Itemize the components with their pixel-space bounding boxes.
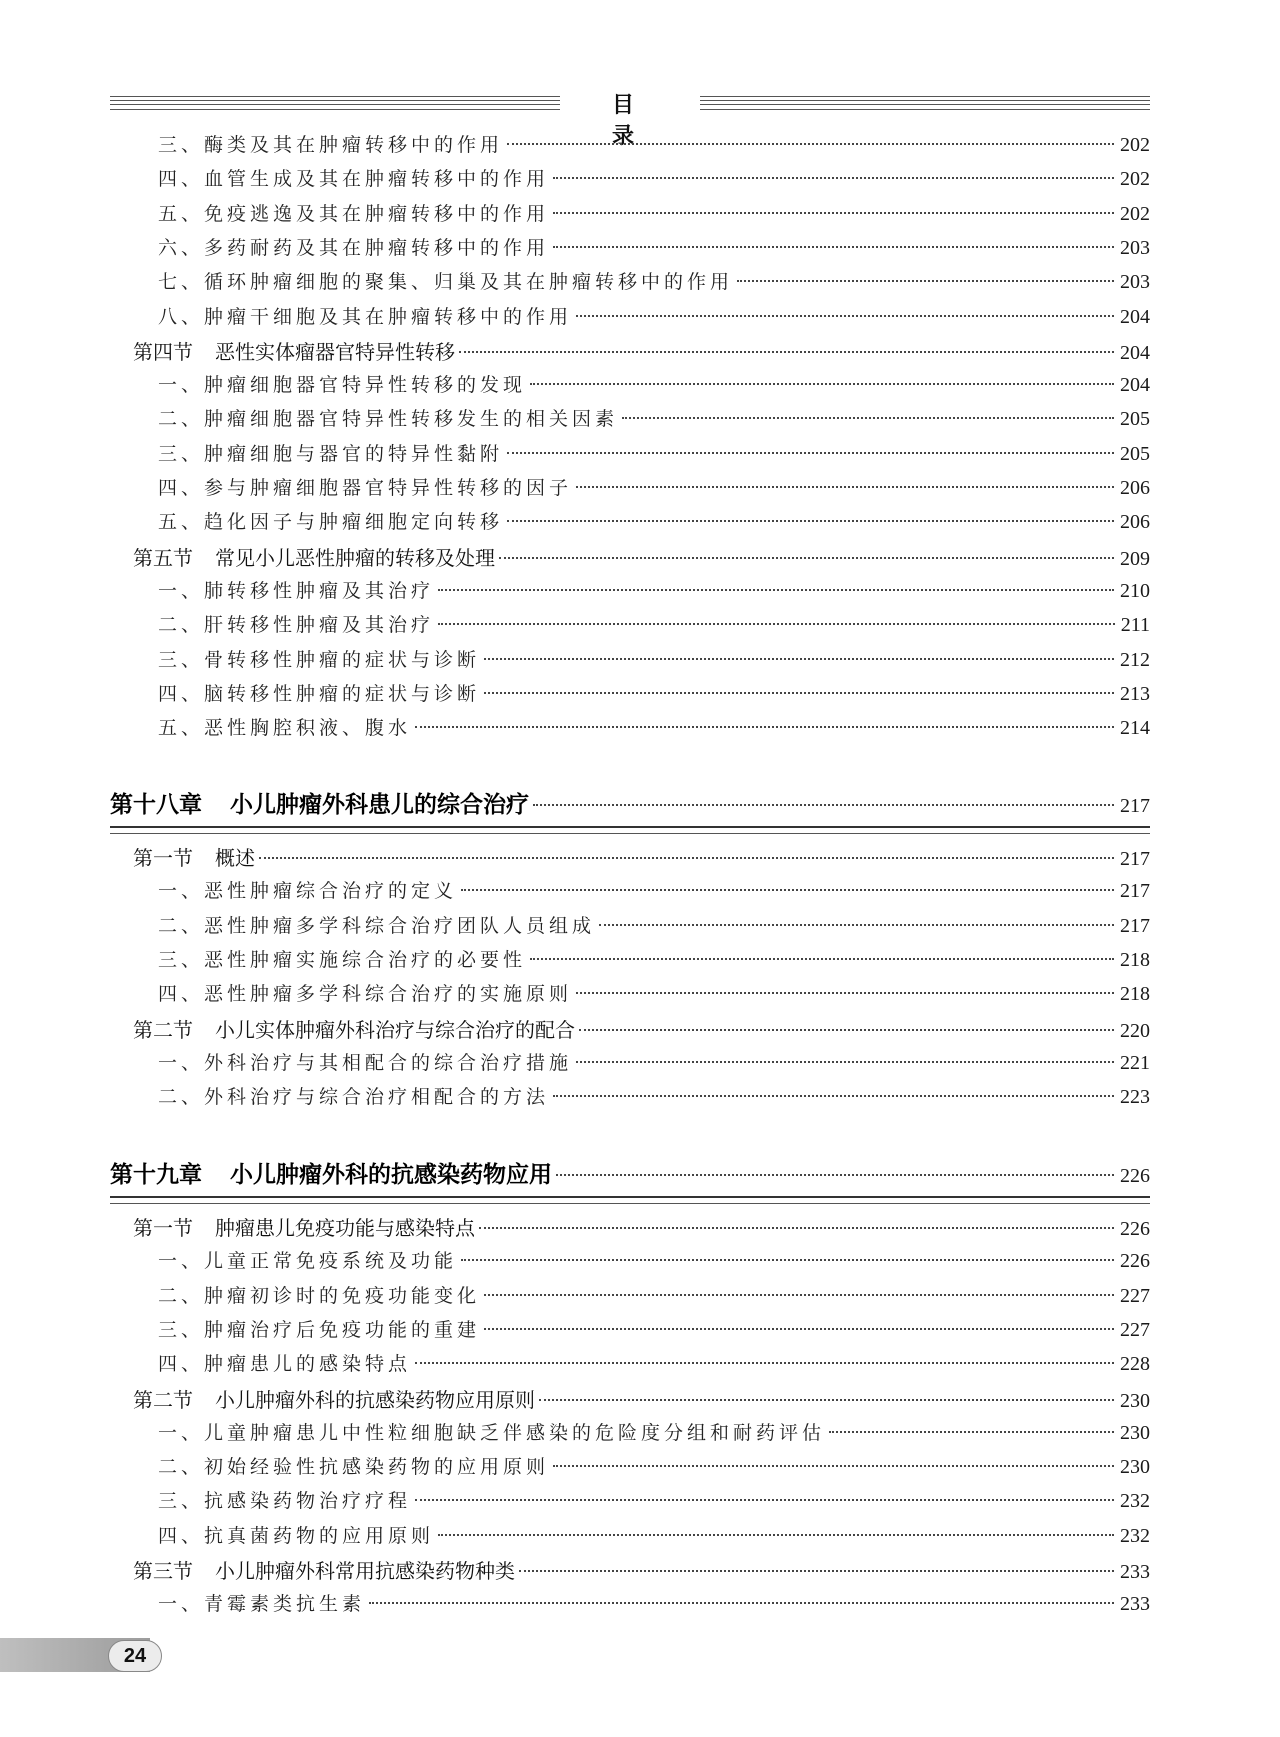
- item-title: 一、肺转移性肿瘤及其治疗: [158, 579, 435, 602]
- leader-dots: [576, 486, 1114, 488]
- leader-dots: [539, 1399, 1114, 1401]
- page-ref: 205: [1120, 408, 1150, 431]
- leader-dots: [461, 889, 1114, 891]
- item-title: 三、抗感染药物治疗疗程: [158, 1490, 412, 1513]
- leader-dots: [507, 143, 1114, 145]
- toc-item-entry[interactable]: [110, 267, 1150, 297]
- page-ref: 205: [1120, 442, 1150, 465]
- item-title: 五、趋化因子与肿瘤细胞定向转移: [158, 511, 504, 534]
- item-title: 一、肿瘤细胞器官特异性转移的发现: [158, 374, 527, 397]
- leader-dots: [484, 1294, 1114, 1296]
- leader-dots: [576, 1061, 1114, 1063]
- item-title: 一、外科治疗与其相配合的综合治疗措施: [158, 1051, 573, 1074]
- section-title: 恶性实体瘤器官特异性转移: [215, 339, 455, 364]
- section-number: 第三节: [133, 1559, 193, 1583]
- toc-item-entry[interactable]: [110, 1349, 1150, 1379]
- item-title: 五、恶性胸腔积液、腹水: [158, 717, 412, 740]
- toc-item-entry[interactable]: [110, 302, 1150, 332]
- leader-dots: [553, 246, 1114, 248]
- section-title: 常见小儿恶性肿瘤的转移及处理: [215, 545, 495, 570]
- section-title: 小儿肿瘤外科常用抗感染药物种类: [215, 1559, 515, 1583]
- page-ref: 202: [1120, 202, 1150, 225]
- header-rule-left: [110, 96, 560, 110]
- toc-section-entry[interactable]: [110, 1384, 1150, 1414]
- page-ref: 212: [1120, 648, 1150, 671]
- toc-item-entry[interactable]: [110, 911, 1150, 941]
- page-ref: 233: [1120, 1561, 1150, 1583]
- toc-item-entry[interactable]: [110, 1452, 1150, 1482]
- page-ref: 220: [1120, 1019, 1150, 1042]
- leader-dots: [530, 958, 1114, 960]
- leader-dots: [415, 726, 1114, 728]
- item-title: 一、恶性肿瘤综合治疗的定义: [158, 880, 458, 903]
- page-ref: 226: [1120, 1250, 1150, 1273]
- toc-item-entry[interactable]: [110, 645, 1150, 675]
- item-title: 一、儿童正常免疫系统及功能: [158, 1250, 458, 1273]
- page-ref: 206: [1120, 477, 1150, 499]
- toc-item-entry[interactable]: [110, 199, 1150, 229]
- page-ref: 228: [1120, 1353, 1150, 1376]
- leader-dots: [622, 417, 1114, 419]
- toc-section-entry[interactable]: [110, 1212, 1150, 1242]
- chapter-page: 226: [1120, 1165, 1150, 1187]
- page-ref: 202: [1120, 168, 1150, 191]
- item-title: 三、酶类及其在肿瘤转移中的作用: [158, 134, 504, 156]
- leader-dots: [533, 804, 1114, 806]
- toc-item-entry[interactable]: [110, 1418, 1150, 1448]
- chapter-number: 第十九章: [110, 1161, 202, 1188]
- toc-item-entry[interactable]: [110, 576, 1150, 606]
- section-title: 小儿实体肿瘤外科治疗与综合治疗的配合: [215, 1017, 575, 1042]
- leader-dots: [369, 1602, 1114, 1604]
- page-ref: 230: [1120, 1389, 1150, 1412]
- toc-section-entry[interactable]: [110, 336, 1150, 366]
- section-title: 概述: [215, 846, 255, 870]
- page-ref: 204: [1120, 305, 1150, 328]
- page-ref: 232: [1120, 1524, 1150, 1547]
- chapter-title: 小儿肿瘤外科的抗感染药物应用: [230, 1161, 552, 1188]
- page-ref: 223: [1120, 1086, 1150, 1109]
- page-ref: 202: [1120, 134, 1150, 156]
- leader-dots: [553, 1095, 1114, 1097]
- item-title: 三、恶性肿瘤实施综合治疗的必要性: [158, 948, 527, 971]
- section-number: 第二节: [133, 1017, 193, 1042]
- item-title: 三、肿瘤细胞与器官的特异性黏附: [158, 442, 504, 465]
- toc-item-entry[interactable]: [110, 610, 1150, 640]
- section-number: 第五节: [133, 545, 193, 570]
- page-ref: 233: [1120, 1593, 1150, 1616]
- item-title: 四、抗真菌药物的应用原则: [158, 1524, 435, 1547]
- leader-dots: [484, 692, 1114, 694]
- page-ref: 203: [1120, 271, 1150, 294]
- section-title: 肿瘤患儿免疫功能与感染特点: [215, 1216, 475, 1240]
- leader-dots: [599, 924, 1114, 926]
- section-title: 小儿肿瘤外科的抗感染药物应用原则: [215, 1387, 535, 1412]
- toc-item-entry[interactable]: [110, 1589, 1150, 1619]
- header-rule-right: [700, 96, 1150, 110]
- item-title: 四、肿瘤患儿的感染特点: [158, 1353, 412, 1376]
- toc-item-entry[interactable]: [110, 439, 1150, 469]
- item-title: 四、参与肿瘤细胞器官特异性转移的因子: [158, 477, 573, 499]
- item-title: 二、肿瘤细胞器官特异性转移发生的相关因素: [158, 408, 619, 431]
- page-number: 24: [108, 1640, 162, 1672]
- item-title: 二、初始经验性抗感染药物的应用原则: [158, 1456, 550, 1479]
- item-title: 二、肝转移性肿瘤及其治疗: [158, 614, 435, 637]
- page-ref: 214: [1120, 717, 1150, 740]
- page-ref: 227: [1120, 1318, 1150, 1341]
- leader-dots: [530, 383, 1114, 385]
- page-ref: 203: [1120, 236, 1150, 259]
- page-title: 目 录: [611, 93, 685, 149]
- leader-dots: [438, 623, 1115, 625]
- leader-dots: [576, 992, 1114, 994]
- toc-item-entry[interactable]: [110, 130, 1150, 160]
- toc-item-entry[interactable]: [110, 1082, 1150, 1112]
- leader-dots: [507, 452, 1114, 454]
- leader-dots: [479, 1227, 1114, 1229]
- leader-dots: [461, 1259, 1114, 1261]
- leader-dots: [556, 1174, 1114, 1176]
- page-ref: 227: [1120, 1284, 1150, 1307]
- toc-item-entry[interactable]: [110, 1486, 1150, 1516]
- leader-dots: [259, 857, 1114, 859]
- chapter-number: 第十八章: [110, 791, 202, 818]
- toc-item-entry[interactable]: [110, 945, 1150, 975]
- leader-dots: [507, 520, 1114, 522]
- leader-dots: [438, 1534, 1114, 1536]
- item-title: 四、脑转移性肿瘤的症状与诊断: [158, 682, 481, 705]
- toc-item-entry[interactable]: [110, 1246, 1150, 1276]
- leader-dots: [519, 1570, 1114, 1572]
- toc-item-entry[interactable]: [110, 1315, 1150, 1345]
- toc-section-entry[interactable]: [110, 1555, 1150, 1585]
- page-ref: 204: [1120, 374, 1150, 397]
- page-ref: 218: [1120, 983, 1150, 1006]
- item-title: 四、血管生成及其在肿瘤转移中的作用: [158, 168, 550, 191]
- item-title: 三、骨转移性肿瘤的症状与诊断: [158, 648, 481, 671]
- leader-dots: [438, 589, 1114, 591]
- page-ref: 206: [1120, 511, 1150, 534]
- leader-dots: [499, 557, 1114, 559]
- leader-dots: [576, 315, 1114, 317]
- toc-item-entry[interactable]: [110, 1281, 1150, 1311]
- page-ref: 209: [1120, 547, 1150, 570]
- leader-dots: [415, 1499, 1114, 1501]
- item-title: 一、儿童肿瘤患儿中性粒细胞缺乏伴感染的危险度分组和耐药评估: [158, 1421, 826, 1444]
- toc-section-entry[interactable]: [110, 842, 1150, 872]
- section-number: 第一节: [133, 846, 193, 870]
- toc-item-entry[interactable]: [110, 1048, 1150, 1078]
- page-ref: 210: [1120, 579, 1150, 602]
- leader-dots: [737, 280, 1114, 282]
- page-ref: 226: [1120, 1218, 1150, 1240]
- toc-item-entry[interactable]: [110, 404, 1150, 434]
- page-ref: 213: [1120, 682, 1150, 705]
- page-ref: 230: [1120, 1421, 1150, 1444]
- chapter-rule: [110, 826, 1150, 834]
- toc-item-entry[interactable]: [110, 507, 1150, 537]
- page-ref: 221: [1120, 1051, 1150, 1074]
- toc-item-entry[interactable]: [110, 876, 1150, 906]
- item-title: 五、免疫逃逸及其在肿瘤转移中的作用: [158, 202, 550, 225]
- item-title: 七、循环肿瘤细胞的聚集、归巢及其在肿瘤转移中的作用: [158, 271, 734, 294]
- item-title: 八、肿瘤干细胞及其在肿瘤转移中的作用: [158, 305, 573, 328]
- chapter-page: 217: [1120, 795, 1150, 817]
- leader-dots: [459, 351, 1114, 353]
- page-ref: 232: [1120, 1490, 1150, 1513]
- page-ref: 204: [1120, 341, 1150, 364]
- leader-dots: [579, 1029, 1114, 1031]
- item-title: 六、多药耐药及其在肿瘤转移中的作用: [158, 236, 550, 259]
- item-title: 二、肿瘤初诊时的免疫功能变化: [158, 1284, 481, 1307]
- toc-item-entry[interactable]: [110, 979, 1150, 1009]
- page-ref: 217: [1120, 880, 1150, 903]
- section-number: 第四节: [133, 339, 193, 364]
- leader-dots: [829, 1431, 1114, 1433]
- leader-dots: [553, 212, 1114, 214]
- page-ref: 218: [1120, 948, 1150, 971]
- page-ref: 230: [1120, 1456, 1150, 1479]
- item-title: 三、肿瘤治疗后免疫功能的重建: [158, 1318, 481, 1341]
- toc-item-entry[interactable]: [110, 713, 1150, 743]
- leader-dots: [415, 1362, 1114, 1364]
- toc-item-entry[interactable]: [110, 1521, 1150, 1551]
- toc-item-entry[interactable]: [110, 679, 1150, 709]
- page-ref: 211: [1120, 614, 1150, 637]
- leader-dots: [484, 658, 1114, 660]
- leader-dots: [484, 1328, 1114, 1330]
- page-ref: 217: [1120, 848, 1150, 870]
- chapter-heading[interactable]: [110, 1156, 1150, 1192]
- chapter-heading[interactable]: [110, 786, 1150, 822]
- toc-item-entry[interactable]: [110, 473, 1150, 503]
- toc-section-entry[interactable]: [110, 542, 1150, 572]
- toc-item-entry[interactable]: [110, 164, 1150, 194]
- item-title: 二、恶性肿瘤多学科综合治疗团队人员组成: [158, 914, 596, 937]
- toc-section-entry[interactable]: [110, 1014, 1150, 1044]
- item-title: 二、外科治疗与综合治疗相配合的方法: [158, 1086, 550, 1109]
- page-ref: 217: [1120, 914, 1150, 937]
- chapter-rule: [110, 1196, 1150, 1204]
- toc-item-entry[interactable]: [110, 370, 1150, 400]
- section-number: 第二节: [133, 1387, 193, 1412]
- toc-item-entry[interactable]: [110, 233, 1150, 263]
- leader-dots: [553, 177, 1114, 179]
- item-title: 一、青霉素类抗生素: [158, 1593, 366, 1616]
- chapter-title: 小儿肿瘤外科患儿的综合治疗: [230, 791, 529, 818]
- leader-dots: [553, 1465, 1114, 1467]
- section-number: 第一节: [133, 1216, 193, 1240]
- item-title: 四、恶性肿瘤多学科综合治疗的实施原则: [158, 983, 573, 1006]
